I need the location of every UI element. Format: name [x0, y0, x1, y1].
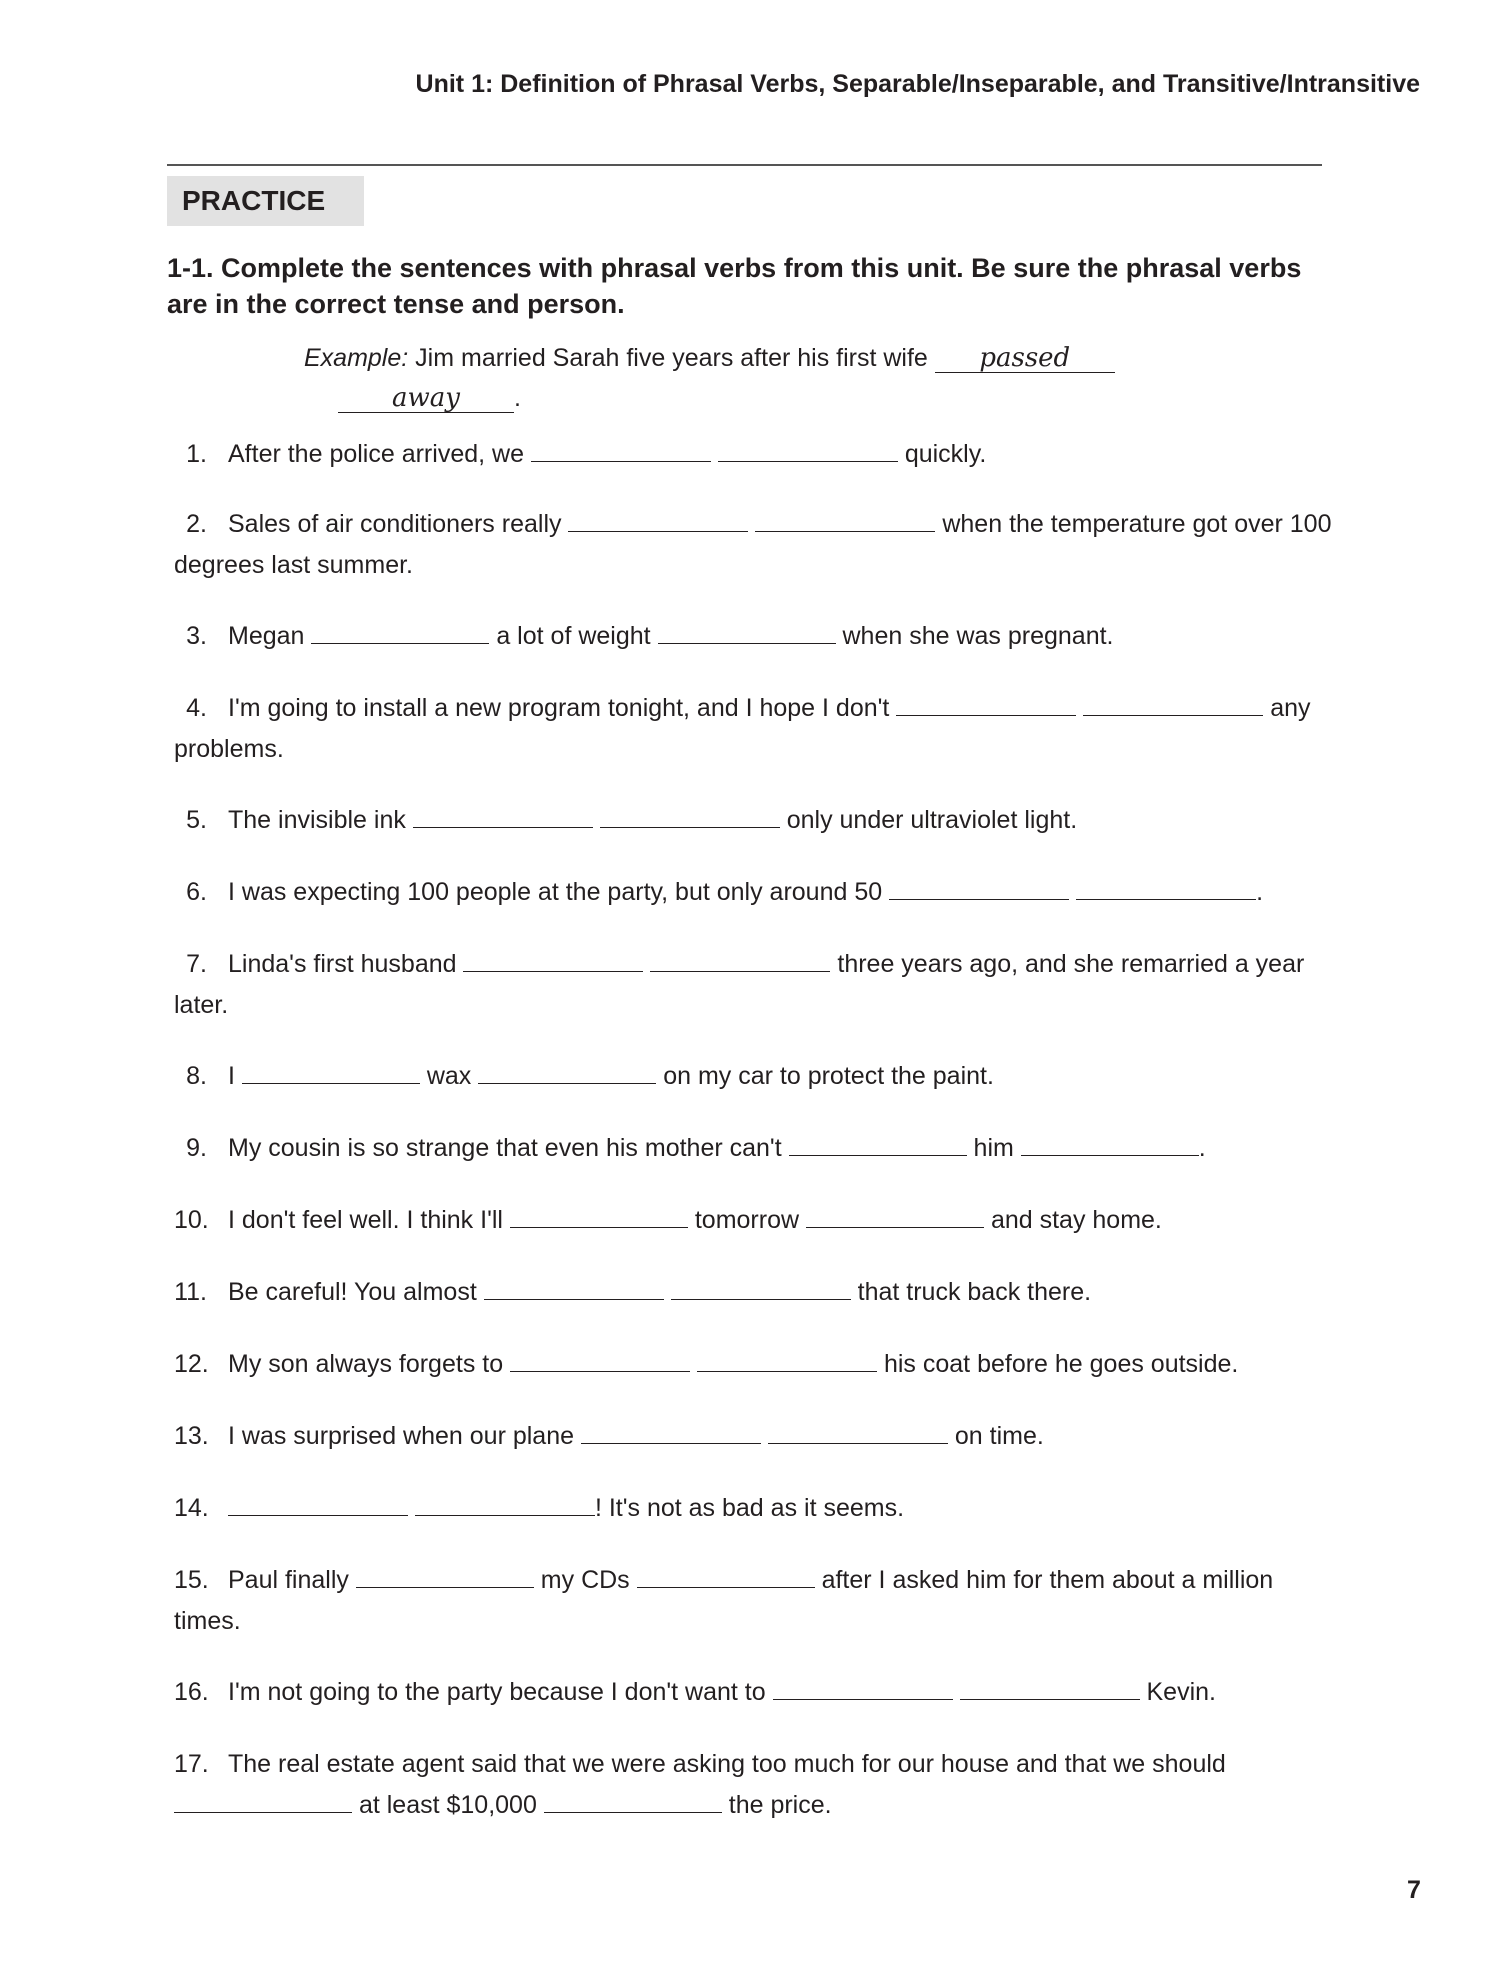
item-text-segment: wax: [419, 1062, 479, 1090]
item-text-segment: I: [228, 1062, 242, 1090]
item-text-segment: I'm going to install a new program tonight, and I hope I don't: [228, 694, 897, 722]
item-text-segment: that truck back there.: [850, 1278, 1092, 1306]
exercise-item: [174, 1128, 1344, 1169]
item-text-segment: My cousin is so strange that even his mother can't: [228, 1134, 789, 1162]
item-number: 11.: [174, 1278, 207, 1306]
answer-blank[interactable]: [356, 1561, 534, 1588]
item-text: [228, 1422, 1044, 1450]
item-text-segment: I was surprised when our plane: [228, 1422, 581, 1450]
item-text: [174, 694, 1317, 763]
item-number: 1.: [186, 440, 207, 468]
item-text-segment: .: [1256, 878, 1264, 906]
exercise-item: [174, 800, 1344, 841]
item-text-segment: at least $10,000: [352, 1791, 544, 1819]
item-text-segment: tomorrow: [687, 1206, 806, 1234]
example-end: .: [514, 384, 521, 412]
exercise-item: [174, 1672, 1344, 1713]
exercise-item: [174, 1200, 1344, 1241]
item-text: [174, 1750, 1233, 1819]
item-text: [174, 950, 1311, 1019]
example-text: Jim married Sarah five years after his first wife: [415, 344, 928, 372]
answer-blank[interactable]: [671, 1273, 851, 1300]
answer-blank[interactable]: [510, 1201, 688, 1228]
item-text-segment: when the temperature got over 100 degrees last summer.: [174, 510, 1339, 579]
exercise-instructions: 1-1. Complete the sentences with phrasal verbs from this unit. Be sure the phrasal verbs are in the correct tense and person.: [167, 253, 1302, 319]
item-text-segment: when she was pregnant.: [835, 622, 1114, 650]
item-text: [228, 1678, 1216, 1706]
item-text-segment: Paul finally: [228, 1566, 356, 1594]
answer-blank[interactable]: [960, 1673, 1140, 1700]
item-text-segment: The real estate agent said that we were asking too much for our house and that we should: [228, 1750, 1233, 1778]
item-text: [228, 1062, 994, 1090]
item-text-segment: on time.: [947, 1422, 1044, 1450]
item-text-segment: a lot of weight: [489, 622, 658, 650]
item-text-segment: only under ultraviolet light.: [779, 806, 1078, 834]
item-number: 3.: [186, 622, 207, 650]
item-text-segment: I'm not going to the party because I don't want to: [228, 1678, 773, 1706]
item-text-segment: my CDs: [533, 1566, 637, 1594]
answer-blank[interactable]: [174, 1786, 352, 1813]
example-answer-2: away: [338, 385, 514, 413]
item-number: 4.: [186, 694, 207, 722]
answer-blank[interactable]: [600, 801, 780, 828]
answer-blank[interactable]: [568, 505, 748, 532]
item-text-segment: The invisible ink: [228, 806, 413, 834]
item-text-segment: Sales of air conditioners really: [228, 510, 569, 538]
example: [304, 338, 1204, 418]
item-text-segment: ! It's not as bad as it seems.: [594, 1494, 905, 1522]
item-number: 17.: [174, 1750, 209, 1778]
item-text-segment: I don't feel well. I think I'll: [228, 1206, 510, 1234]
answer-blank[interactable]: [755, 505, 935, 532]
item-text: [228, 440, 986, 468]
item-number: 7.: [186, 950, 207, 978]
item-text-segment: and stay home.: [984, 1206, 1162, 1234]
item-text-segment: on my car to protect the paint.: [656, 1062, 994, 1090]
answer-blank[interactable]: [789, 1129, 967, 1156]
answer-blank[interactable]: [1083, 689, 1263, 716]
exercise-item: [174, 1560, 1344, 1642]
answer-blank[interactable]: [484, 1273, 664, 1300]
exercise-item: [174, 688, 1344, 770]
item-text-segment: Linda's first husband: [228, 950, 464, 978]
page-number: 7: [1407, 1876, 1421, 1904]
answer-blank[interactable]: [718, 435, 898, 462]
item-text: [228, 1206, 1162, 1234]
answer-blank[interactable]: [806, 1201, 984, 1228]
item-text-segment: after I asked him for them about a million times.: [174, 1566, 1281, 1635]
item-text-segment: the price.: [721, 1791, 832, 1819]
answer-blank[interactable]: [773, 1673, 953, 1700]
item-number: 14.: [174, 1494, 209, 1522]
answer-blank[interactable]: [228, 1489, 408, 1516]
item-text-segment: any problems.: [174, 694, 1318, 763]
item-text-segment: .: [1198, 1134, 1206, 1162]
answer-blank[interactable]: [463, 945, 643, 972]
exercise-item: [174, 1488, 1344, 1529]
item-text-segment: After the police arrived, we: [228, 440, 531, 468]
item-number: 13.: [174, 1422, 209, 1450]
item-text: [228, 878, 1263, 906]
item-number: 10.: [174, 1206, 209, 1234]
answer-blank[interactable]: [531, 435, 711, 462]
answer-blank[interactable]: [413, 801, 593, 828]
item-text: [228, 1494, 904, 1522]
header-rule: [167, 164, 1322, 166]
item-text: [174, 510, 1338, 579]
item-text-segment: I was expecting 100 people at the party, but only around 50: [228, 878, 890, 906]
item-text: [228, 1134, 1206, 1162]
exercise-item: [174, 1344, 1344, 1385]
answer-blank[interactable]: [896, 689, 1076, 716]
answer-blank[interactable]: [544, 1786, 722, 1813]
exercise-item: [174, 616, 1344, 657]
item-number: 5.: [186, 806, 207, 834]
answer-blank[interactable]: [510, 1345, 690, 1372]
item-number: 2.: [186, 510, 207, 538]
item-number: 15.: [174, 1566, 209, 1594]
exercise-item: [174, 872, 1344, 913]
example-label: Example:: [304, 344, 409, 372]
item-text-segment: My son always forgets to: [228, 1350, 511, 1378]
item-text-segment: three years ago, and she remarried a year later.: [174, 950, 1312, 1019]
answer-blank[interactable]: [637, 1561, 815, 1588]
item-text-segment: Megan: [228, 622, 312, 650]
item-text-segment: quickly.: [897, 440, 987, 468]
answer-blank[interactable]: [242, 1057, 420, 1084]
exercise-item: [174, 944, 1344, 1026]
answer-blank[interactable]: [1076, 873, 1256, 900]
item-text-segment: him: [966, 1134, 1021, 1162]
answer-blank[interactable]: [697, 1345, 877, 1372]
answer-blank[interactable]: [1021, 1129, 1199, 1156]
item-text-segment: Be careful! You almost: [228, 1278, 484, 1306]
answer-blank[interactable]: [581, 1417, 761, 1444]
item-number: 16.: [174, 1678, 209, 1706]
item-number: 12.: [174, 1350, 209, 1378]
answer-blank[interactable]: [658, 617, 836, 644]
item-text-segment: Kevin.: [1139, 1678, 1216, 1706]
item-number: 9.: [186, 1134, 207, 1162]
answer-blank[interactable]: [768, 1417, 948, 1444]
exercise-item: [174, 504, 1344, 586]
item-text: [228, 1278, 1091, 1306]
exercise-item: [174, 1272, 1344, 1313]
answer-blank[interactable]: [650, 945, 830, 972]
item-number: 6.: [186, 878, 207, 906]
answer-blank[interactable]: [311, 617, 489, 644]
item-number: 8.: [186, 1062, 207, 1090]
exercise-item: [174, 1416, 1344, 1457]
answer-blank[interactable]: [889, 873, 1069, 900]
item-text: [228, 1350, 1238, 1378]
exercise-item: [174, 1744, 1344, 1826]
item-text: [174, 1566, 1280, 1635]
item-text: [228, 806, 1077, 834]
answer-blank[interactable]: [415, 1489, 595, 1516]
exercise-item: [174, 434, 1344, 475]
item-text-segment: his coat before he goes outside.: [877, 1350, 1239, 1378]
example-answer-1: passed: [935, 345, 1115, 373]
exercise-item: [174, 1056, 1344, 1097]
item-text: [228, 622, 1114, 650]
unit-title: Unit 1: Definition of Phrasal Verbs, Separable/Inseparable, and Transitive/Intransitive: [415, 70, 1420, 98]
answer-blank[interactable]: [478, 1057, 656, 1084]
section-label: PRACTICE: [167, 176, 364, 226]
